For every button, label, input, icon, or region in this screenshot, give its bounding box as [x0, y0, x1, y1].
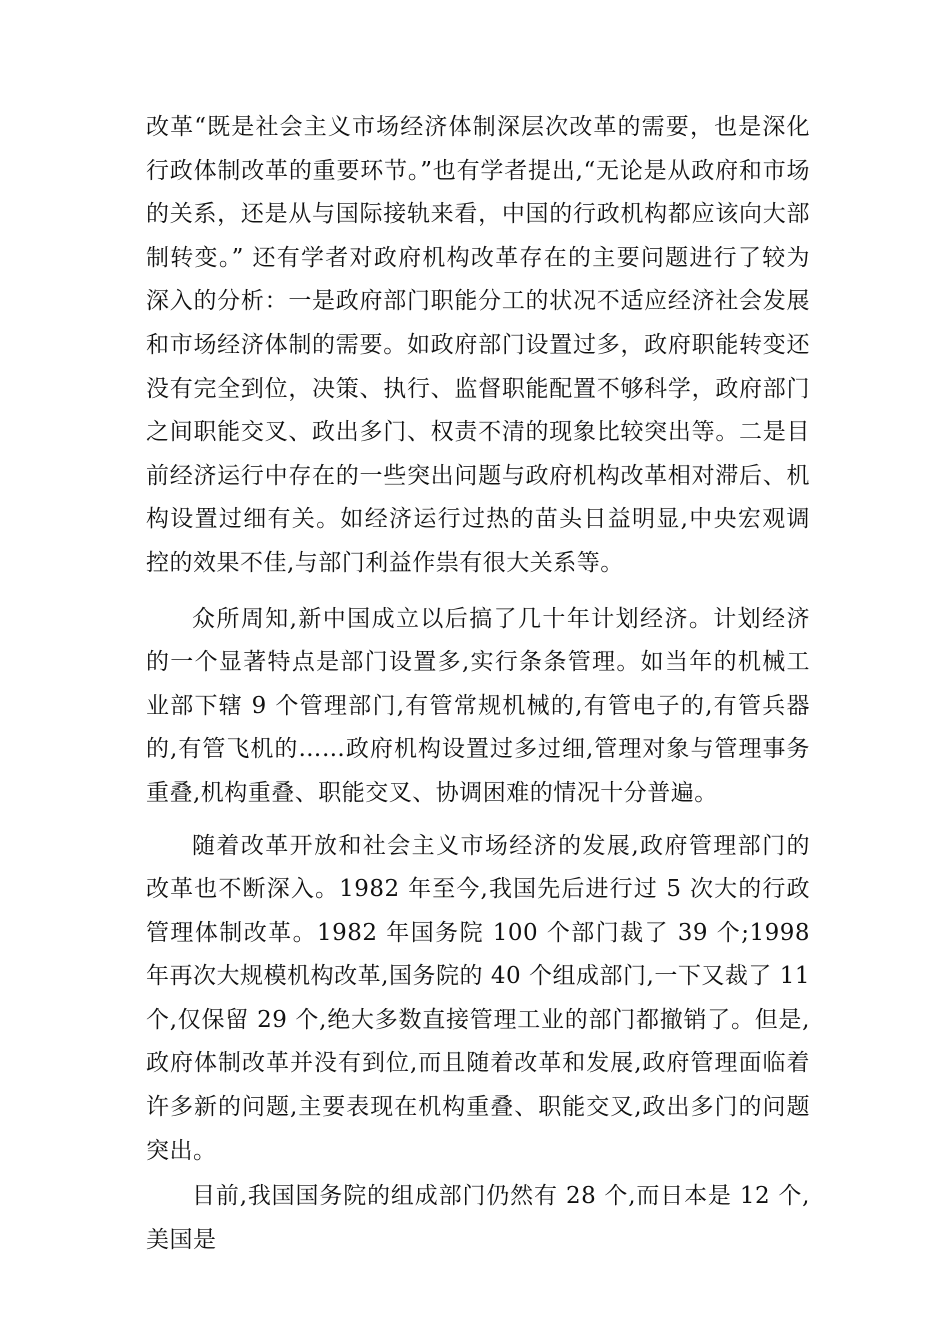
- paragraph-3: 随着改革开放和社会主义市场经济的发展,政府管理部门的改革也不断深入。1982 年至今,我国先后进行过 5 次大的行政管理体制改革。1982 年国务院 100 个部门裁了 39 个;1998 年再次大规模机构改革,国务院的 40 个组成部门,一下又裁了 11 个,仅保留 29 个,绝大多数直接管理工业的部门都撤销了。但是,政府体制改革并没有到位,而且随着改革和发展,政府管理面临着许多新的问题,主要表现在机构重叠、职能交叉,政出多门的问题突出。: [146, 832, 810, 1164]
- paragraph-4: 目前,我国国务院的组成部门仍然有 28 个,而日本是 12 个,美国是: [146, 1183, 810, 1253]
- document-body: [146, 106, 810, 1262]
- paragraph-1: 改革“既是社会主义市场经济体制深层次改革的需要，也是深化行政体制改革的重要环节。”也有学者提出,“无论是从政府和市场的关系，还是从与国际接轨来看，中国的行政机构都应该向大部制转变。” 还有学者对政府机构改革存在的主要问题进行了较为深入的分析：一是政府部门职能分工的状况不适应经济社会发展和市场经济体制的需要。如政府部门设置过多，政府职能转变还没有完全到位，决策、执行、监督职能配置不够科学，政府部门之间职能交叉、政出多门、权责不清的现象比较突出等。二是目前经济运行中存在的一些突出问题与政府机构改革相对滞后、机构设置过细有关。如经济运行过热的苗头日益明显,中央宏观调控的效果不佳,与部门利益作祟有很大关系等。: [146, 114, 810, 576]
- paragraph-2: 众所周知,新中国成立以后搞了几十年计划经济。计划经济的一个显著特点是部门设置多,实行条条管理。如当年的机械工业部下辖 9 个管理部门,有管常规机械的,有管电子的,有管兵器的,有管飞机的……政府机构设置过多过细,管理对象与管理事务重叠,机构重叠、职能交叉、协调困难的情况十分普遍。: [146, 605, 810, 806]
